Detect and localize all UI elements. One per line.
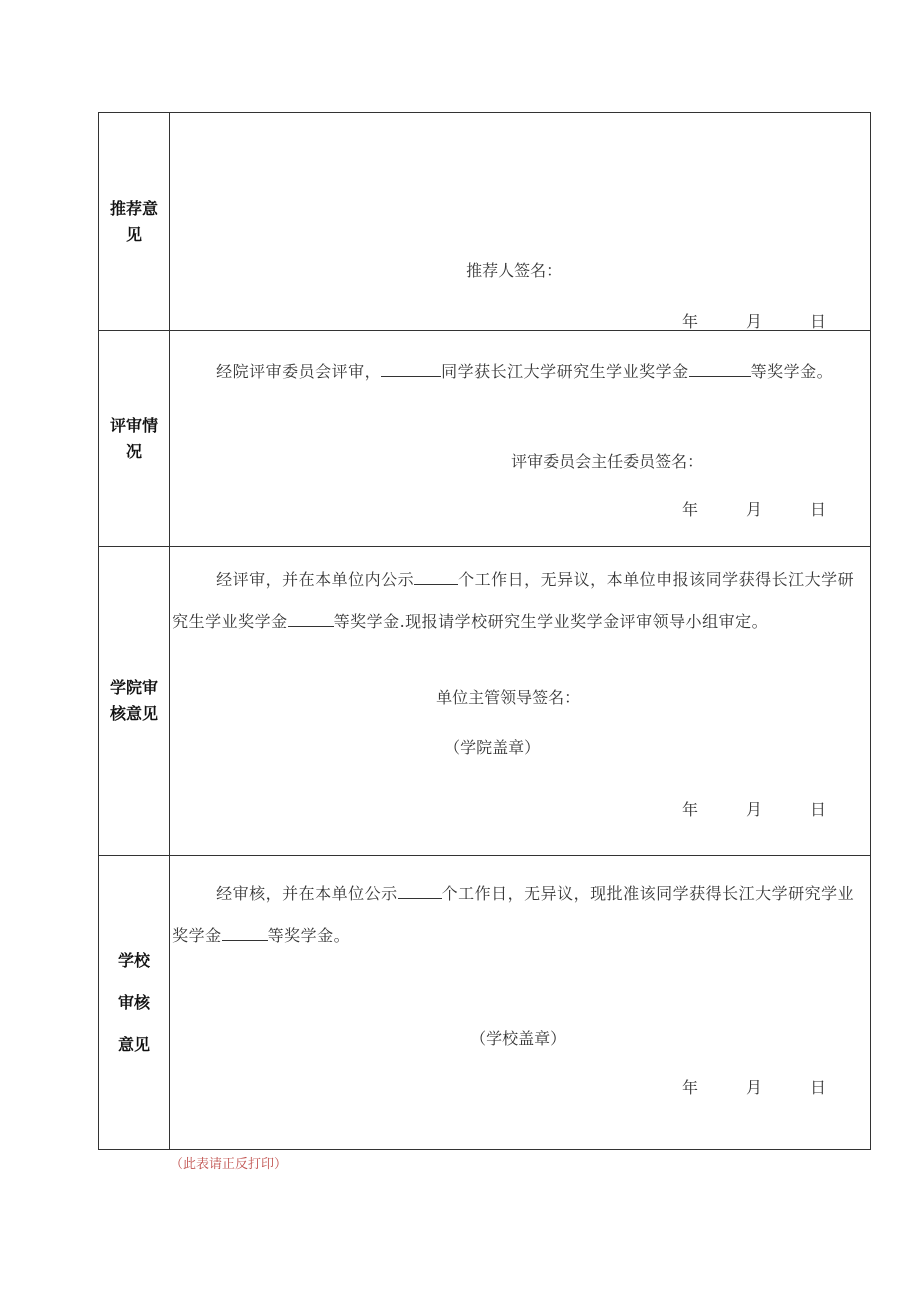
school-seal-label: （学校盖章） — [470, 1029, 567, 1048]
recommendation-label-cell — [99, 113, 170, 331]
date-day: 日 — [809, 800, 826, 819]
date-month: 月 — [745, 312, 762, 331]
date-year: 年 — [681, 1078, 698, 1097]
college-review-label-cell — [99, 547, 170, 856]
unit-leader-signature-label: 单位主管领导签名： — [436, 688, 581, 707]
school-review-label-cell — [99, 856, 170, 1150]
college-review-date — [682, 797, 826, 820]
committee-chair-signature-label: 评审委员会主任委员签名： — [511, 452, 704, 471]
review-content-cell[interactable] — [170, 331, 871, 547]
publicity-days-blank[interactable] — [414, 570, 458, 585]
date-year: 年 — [681, 500, 698, 519]
recommendation-content-cell[interactable] — [170, 113, 871, 331]
school-review-statement: 经审核，并在本单位公示 个工作日，无异议，现批准该同学获得长江大学研究学业奖学金 等奖学金。 — [172, 884, 855, 945]
recommender-signature-label: 推荐人签名： — [466, 261, 563, 280]
college-review-label: 学院审核意见 — [110, 678, 159, 723]
print-duplex-note: （此表请正反打印） — [170, 1157, 288, 1172]
date-day: 日 — [809, 1078, 826, 1097]
review-statement: 经院评审委员会评审， 同学获长江大学研究生学业奖学金 等奖学金。 — [216, 362, 834, 381]
date-day: 日 — [809, 312, 826, 331]
award-level-blank[interactable] — [288, 612, 334, 627]
row-review — [99, 331, 871, 547]
college-review-content-cell[interactable] — [170, 547, 871, 856]
date-month: 月 — [745, 800, 762, 819]
review-label: 评审情况 — [110, 415, 159, 461]
review-label-cell — [99, 331, 170, 547]
recommendation-label: 推荐意见 — [110, 198, 159, 244]
college-review-statement: 经评审，并在本单位内公示 个工作日，无异议，本单位申报该同学获得长江大学研究生学业奖学金 等奖学金.现报请学校研究生学业奖学金评审领导小组审定。 — [172, 570, 855, 631]
row-school-review — [99, 856, 871, 1150]
publicity-days-blank[interactable] — [398, 884, 442, 899]
college-seal-label: （学院盖章） — [444, 738, 541, 757]
date-year: 年 — [681, 312, 698, 331]
award-level-blank[interactable] — [689, 362, 751, 377]
school-review-content-cell[interactable] — [170, 856, 871, 1150]
school-review-label: 学校审核意见 — [118, 950, 151, 1054]
student-name-blank[interactable] — [381, 362, 441, 377]
date-day: 日 — [809, 500, 826, 519]
school-review-date — [682, 1075, 826, 1098]
date-month: 月 — [745, 500, 762, 519]
review-date — [682, 497, 826, 520]
recommendation-date — [682, 309, 826, 332]
row-recommendation — [99, 113, 871, 331]
date-month: 月 — [745, 1078, 762, 1097]
row-college-review — [99, 547, 871, 856]
date-year: 年 — [681, 800, 698, 819]
award-level-blank[interactable] — [222, 926, 268, 941]
scholarship-approval-form — [98, 112, 871, 1150]
